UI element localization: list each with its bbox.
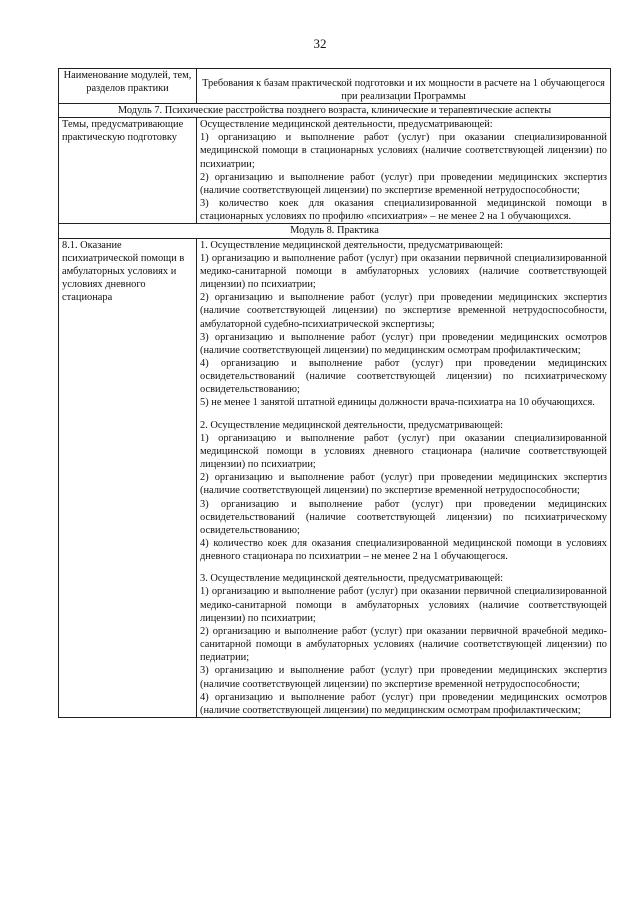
module-8-title-row xyxy=(59,224,611,238)
list-item: 4) количество коек для оказания специализированной медицинской помощи в условиях дневного стационара по психиатрии – не менее 2 на 1 обучающегося. xyxy=(200,538,607,563)
list-item: 3) количество коек для оказания специализированной медицинской помощи в стационарных условиях по профилю «психиатрия» – не менее 2 на 1 обучающихся. xyxy=(200,198,607,223)
module-7-row xyxy=(59,118,611,224)
list-item: 2) организацию и выполнение работ (услуг) при проведении медицинских экспертиз (наличие соответствующей лицензии) по экспертизе временной нетрудоспособности; xyxy=(200,171,607,196)
list-item: 2) организацию и выполнение работ (услуг) при проведении медицинских экспертиз (наличие соответствующей лицензии) по экспертизе временной нетрудоспособности, амбулаторной судебно-психиатрической экспертизы; xyxy=(200,292,607,330)
list-item: 2) организацию и выполнение работ (услуг) при проведении медицинских экспертиз (наличие соответствующей лицензии) по экспертизе временной нетрудоспособности; xyxy=(200,472,607,497)
module-7-topic: Темы, предусматривающие практическую подготовку xyxy=(59,118,197,224)
list-item: 3. Осуществление медицинской деятельности, предусматривающей: xyxy=(200,573,504,585)
list-item: 1) организацию и выполнение работ (услуг) при оказании специализированной медицинской помощи в условиях дневного стационара (наличие соответствующей лицензии) по психиатрии; xyxy=(200,432,607,471)
module-8-title: Модуль 8. Практика xyxy=(59,224,611,238)
table-header-row xyxy=(59,69,611,104)
list-item: 5) не менее 1 занятой штатной единицы должности врача-психиатра на 10 обучающихся. xyxy=(200,397,595,409)
module-7-title: Модуль 7. Психические расстройства позднего возраста, клинические и терапевтические аспекты xyxy=(59,104,611,118)
list-item: 3) организацию и выполнение работ (услуг) при проведении медицинских экспертиз (наличие соответствующей лицензии) по экспертизе временной нетрудоспособности; xyxy=(200,665,607,690)
module-7-requirements xyxy=(197,118,611,224)
page-number: 32 xyxy=(313,36,327,51)
list-item: 2) организацию и выполнение работ (услуг) при оказании первичной врачебной медико-санитарной помощи в амбулаторных условиях (наличие соответствующей лицензии) по педиатрии; xyxy=(200,625,607,664)
list-item: 4) организацию и выполнение работ (услуг) при проведении медицинских освидетельствований (наличие соответствующей лицензии) по психиатрическому освидетельствованию; xyxy=(200,357,607,396)
module-7-title-row xyxy=(59,104,611,118)
list-item: 2. Осуществление медицинской деятельности, предусматривающей: xyxy=(200,419,504,431)
list-item: 1) организацию и выполнение работ (услуг) при оказании первичной специализированной медико-санитарной помощи в амбулаторных условиях (наличие соответствующей лицензии) по психиатрии; xyxy=(200,252,607,291)
module-8-row xyxy=(59,238,611,717)
header-requirements-column: Требования к базам практической подготовки и их мощности в расчете на 1 обучающегося при реализации Программы xyxy=(197,69,611,104)
requirements-table xyxy=(58,68,611,718)
module-8-requirements xyxy=(197,238,611,717)
list-item: 1) организацию и выполнение работ (услуг) при оказании первичной специализированной медико-санитарной помощи в амбулаторных условиях (наличие соответствующей лицензии) по психиатрии; xyxy=(200,586,607,624)
module-8-topic: 8.1. Оказание психиатрической помощи в амбулаторных условиях и условиях дневного стационара xyxy=(59,238,197,717)
list-item: 1) организацию и выполнение работ (услуг) при оказании специализированной медицинской помощи в стационарных условиях (наличие соответствующей лицензии) по психиатрии; xyxy=(200,132,607,170)
list-item: 4) организацию и выполнение работ (услуг) при проведении медицинских осмотров (наличие соответствующей лицензии) по медицинским осмотрам профилактическим; xyxy=(200,691,607,716)
header-modules-column: Наименование модулей, тем, разделов практики xyxy=(59,69,197,104)
list-item: Осуществление медицинской деятельности, предусматривающей: xyxy=(200,119,493,131)
list-item: 1. Осуществление медицинской деятельности, предусматривающей: xyxy=(200,239,504,251)
list-item: 3) организацию и выполнение работ (услуг) при проведении медицинских освидетельствований (наличие соответствующей лицензии) по психиатрическому освидетельствованию; xyxy=(200,498,607,536)
list-item: 3) организацию и выполнение работ (услуг) при проведении медицинских осмотров (наличие соответствующей лицензии) по медицинским осмотрам профилактическим; xyxy=(200,331,607,356)
